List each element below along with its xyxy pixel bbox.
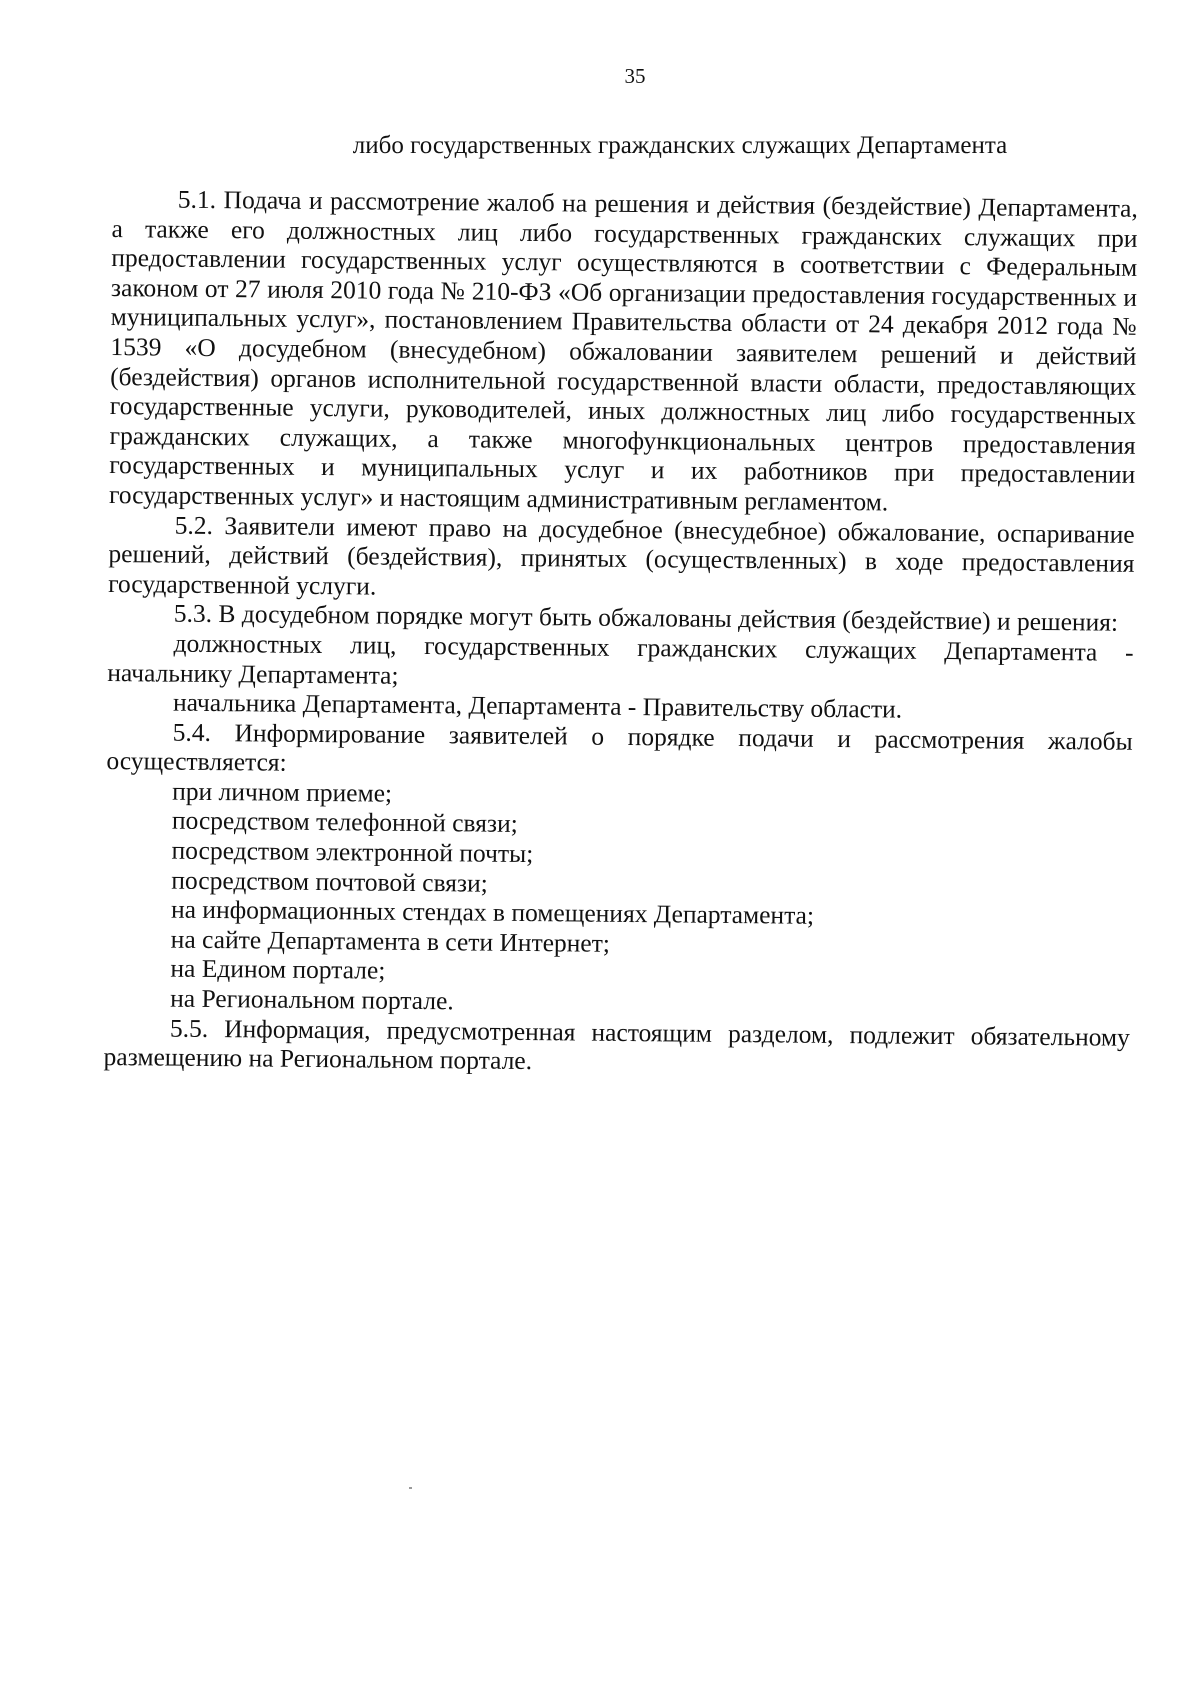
paragraph-5-2: 5.2. Заявители имеют право на досудебное (внесудебное) обжалование, оспаривание решений, действий (бездействия), принятых (осуществленных) в ходе предоставления государственной услуги. [108,510,1135,601]
paragraph-5-4: 5.4. Информирование заявителей о порядке подачи и рассмотрения жалобы осуществляется: [106,717,1133,777]
info-method-item: на информационных стендах в помещениях Департамента; [170,894,815,931]
info-method-item: посредством почтовой связи; [171,865,488,898]
page-number: 35 [624,64,646,88]
paragraph-5-1: 5.1. Подача и рассмотрение жалоб на решения и действия (бездействие) Департамента, а также его должностных лиц либо государственных гражданских служащих при предоставлении государственных услуг осуществляются в соответствии с Федеральным законом от 27 июля 2010 года № 210-ФЗ «Об организации предоставления государственных и муниципальных услуг», постановлением Правительства области от 24 декабря 2012 года № 1539 «О досудебном (внесудебном) обжаловании заявителем решений и действий (бездействия) органов исполнительной государственной власти области, предоставляющих государственные услуги, руководителей, иных должностных лиц либо государственных гражданских служащих, а также многофункциональных центров предоставления государственных и муниципальных услуг и их работников при предоставлении государственных услуг» и настоящим административным регламентом. [108,184,1138,517]
section-heading-continuation: либо государственных гражданских служащих Департамента [352,132,1008,159]
info-method-item: на сайте Департамента в сети Интернет; [170,924,611,958]
paragraph-5-3-item-1: должностных лиц, государственных гражданских служащих Департамента - начальнику Департамента; [107,628,1134,690]
paragraph-5-5: 5.5. Информация, предусмотренная настоящим разделом, подлежит обязательному размещению на Региональном портале. [103,1013,1130,1076]
scan-speck [409,1487,412,1489]
info-method-item: на Региональном портале. [170,983,454,1016]
document-body [103,184,1137,1082]
info-method-item: посредством телефонной связи; [171,806,518,839]
info-method-item: посредством электронной почты; [171,835,534,869]
info-method-item: на Едином портале; [170,954,386,986]
paragraph-5-3-item-2: начальника Департамента, Департамента - Правительству области. [172,687,903,724]
info-method-item: при личном приеме; [172,776,393,808]
paragraph-5-3: 5.3. В досудебном порядке могут быть обжалованы действия (бездействие) и решения: [173,598,1119,637]
